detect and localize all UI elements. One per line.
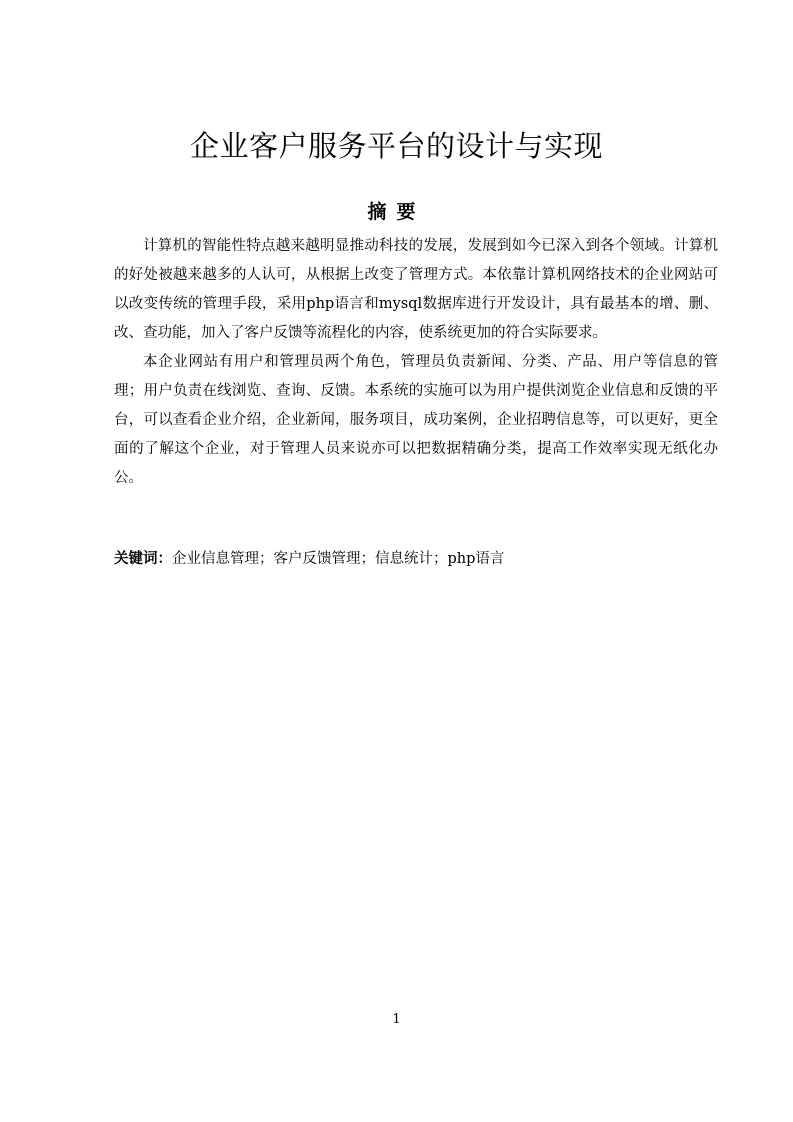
abstract-paragraph: 计算机的智能性特点越来越明显推动科技的发展，发展到如今已深入到各个领域。计算机的好处被越来越多的人认可，从根据上改变了管理方式。本依靠计算机网络技术的企业网站可以改变传统的管理手段，采用php语言和mysql数据库进行开发设计，具有最基本的增、删、改、查功能，加入了客户反馈等流程化的内容，使系统更加的符合实际要求。 bbox=[114, 238, 718, 341]
keywords-text: 企业信息管理；客户反馈管理；信息统计；php语言 bbox=[172, 551, 505, 567]
page-number: 1 bbox=[392, 1012, 401, 1027]
paper-title: 企业客户服务平台的设计与实现 bbox=[189, 129, 603, 163]
abstract-heading: 摘要 bbox=[367, 201, 426, 223]
abstract-paragraph: 本企业网站有用户和管理员两个角色，管理员负责新闻、分类、产品、用户等信息的管理；用户负责在线浏览、查询、反馈。本系统的实施可以为用户提供浏览企业信息和反馈的平台，可以查看企业介绍，企业新闻，服务项目，成功案例，企业招聘信息等，可以更好，更全面的了解这个企业，对于管理人员来说亦可以把数据精确分类，提高工作效率实现无纸化办公。 bbox=[114, 354, 718, 486]
keywords-line bbox=[114, 545, 718, 574]
keywords-label: 关键词： bbox=[114, 551, 172, 567]
abstract-body bbox=[114, 232, 718, 493]
